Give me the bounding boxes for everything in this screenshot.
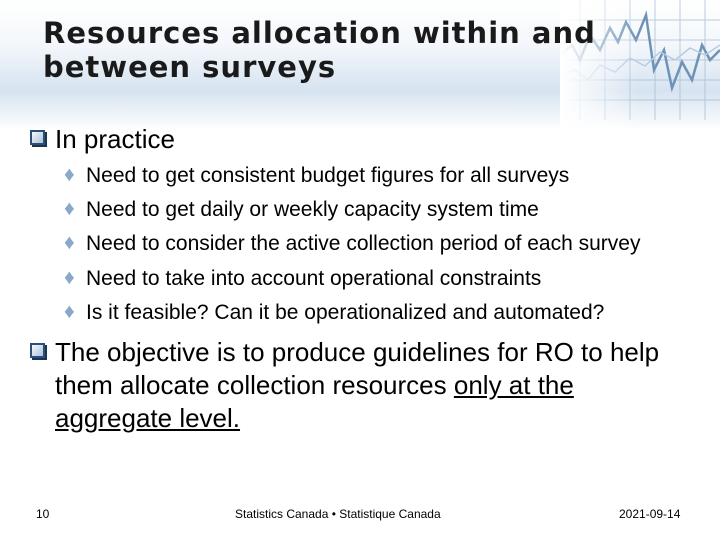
sub-bullet-budget <box>64 163 569 189</box>
objective-line2-underlined: only at the <box>453 370 574 400</box>
square-bullet-icon <box>30 130 45 145</box>
sub-bullet-feasible <box>64 300 604 326</box>
page-number: 10 <box>36 507 50 521</box>
bullet-text <box>30 336 659 435</box>
objective-line1: The objective is to produce guidelines for RO to help <box>55 337 660 367</box>
bullet-text: In practice <box>55 124 175 154</box>
diamond-bullet-icon: ♦ <box>64 300 75 323</box>
square-bullet-icon <box>30 343 45 358</box>
diamond-bullet-icon: ♦ <box>64 197 75 220</box>
sub-bullet-collection-period <box>64 231 640 257</box>
diamond-bullet-icon: ♦ <box>64 266 75 289</box>
sub-bullet-text: Need to consider the active collection period of each survey <box>86 232 641 255</box>
diamond-bullet-icon: ♦ <box>64 163 75 186</box>
bullet-in-practice <box>30 123 175 156</box>
slide-title-line2: between surveys <box>43 50 337 84</box>
objective-line3-underlined: aggregate level. <box>55 403 241 433</box>
diamond-bullet-icon: ♦ <box>64 231 75 254</box>
footer-agency: Statistics Canada • Statistique Canada <box>235 507 441 521</box>
sub-bullet-text: Is it feasible? Can it be operationalized and automated? <box>86 301 605 324</box>
sub-bullet-text: Need to get consistent budget figures for all surveys <box>86 164 570 187</box>
slide-title-line1: Resources allocation within and <box>43 16 596 50</box>
sub-bullet-text: Need to get daily or weekly capacity system time <box>86 198 539 221</box>
footer-date: 2021-09-14 <box>619 507 681 521</box>
sub-bullet-text: Need to take into account operational constraints <box>86 267 542 290</box>
bullet-objective <box>30 336 659 435</box>
objective-line2-prefix: them allocate collection resources <box>55 370 454 400</box>
sub-bullet-constraints <box>64 266 541 292</box>
slide-title <box>43 16 623 84</box>
sub-bullet-capacity <box>64 197 539 223</box>
